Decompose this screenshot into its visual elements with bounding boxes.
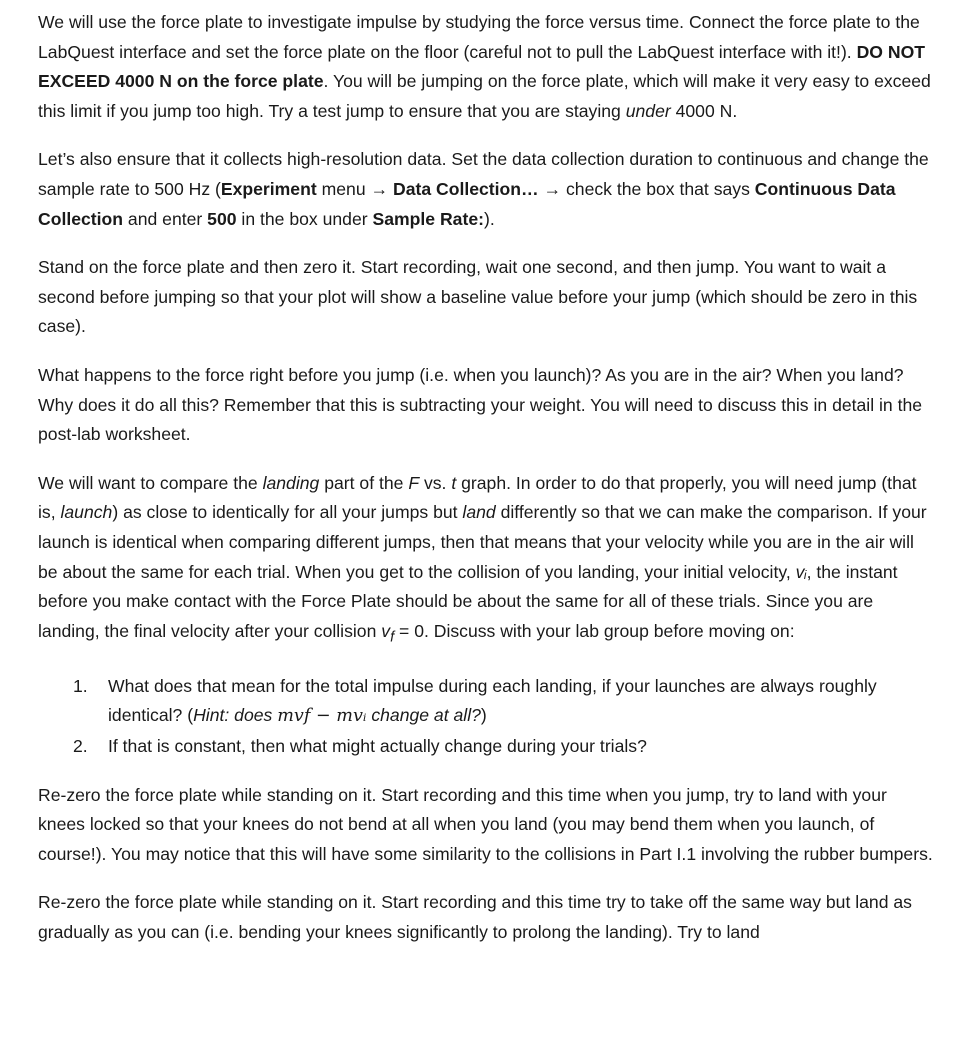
text: What does that mean for the total impulse during each landing, if your launches are always roughly identical? (: [108, 675, 877, 726]
text: ) as close to identically for all your jumps but: [112, 502, 463, 523]
italic-subscript: f: [390, 629, 395, 646]
italic-emphasis: under: [625, 100, 671, 121]
italic-hint: Hint: does: [193, 705, 278, 726]
italic-hint: change at all?: [366, 705, 481, 726]
text: graph. In order to do that properly, you will need jump (that is,: [38, 472, 917, 523]
paragraph-gradual-landing: [38, 888, 938, 947]
text: menu →: [316, 178, 393, 199]
text: , the instant before you make contact with the Force Plate should be about the same for all of these trials. Since you are landing, the final velocity after your collision: [38, 561, 898, 641]
italic-term: land: [462, 502, 496, 523]
list-number: 1.: [73, 675, 88, 696]
text: and enter: [123, 208, 208, 229]
text: Stand on the force plate and then zero it. Start recording, wait one second, and then jump. You want to wait a second before jumping so that your plot will show a baseline value before your jump (which should be zero in this case).: [38, 257, 918, 337]
text: We will want to compare the: [38, 472, 263, 493]
bold-menu-name: Experiment: [220, 178, 317, 199]
text: differently so that we can make the comparison. If your launch is identical when comparing different jumps, then that means that your velocity while you are in the air will be about the same for each trial. When you get to the collision of you landing, your initial velocity,: [38, 502, 927, 582]
paragraph-locked-knees: [38, 781, 938, 870]
document-page: [38, 8, 938, 967]
italic-variable: vᵢ: [795, 561, 807, 582]
text: part of the: [319, 472, 409, 493]
text: in the box under: [236, 208, 373, 229]
italic-variable: t: [451, 472, 457, 493]
italic-term: launch: [60, 502, 113, 523]
paragraph-landing-comparison: [38, 469, 938, 653]
text: ): [480, 705, 487, 726]
text: ).: [483, 208, 495, 229]
list-item: [73, 672, 938, 732]
paragraph-force-questions: [38, 361, 938, 450]
list-number: 2.: [73, 735, 88, 756]
text: → check the box that says: [538, 178, 755, 199]
paragraph-force-plate-intro: [38, 8, 938, 126]
text: We will use the force plate to investigate impulse by studying the force versus time. Connect the force plate to the LabQuest interface and set the force plate on the floor (careful not to pull the LabQuest interface with it!).: [38, 12, 920, 62]
text: 4000 N.: [670, 100, 738, 121]
bold-field-name: Sample Rate:: [372, 208, 484, 229]
paragraph-data-collection: [38, 145, 938, 234]
text: What happens to the force right before you jump (i.e. when you launch)? As you are in the air? When you land? Why does it do all this? Remember that this is subtracting your weight. You will need to discuss this in detail in the post-lab worksheet.: [38, 364, 923, 445]
bold-menu-item: Data Collection…: [392, 178, 539, 199]
italic-term: landing: [262, 472, 320, 493]
text: . You will be jumping on the force plate, which will make it very easy to exceed this limit if you jump too high. Try a test jump to ensure that you are staying: [38, 71, 931, 121]
italic-variable: v: [381, 620, 391, 641]
text: Let’s also ensure that it collects high-resolution data. Set the data collection duration to continuous and change the sample rate to 500 Hz (: [38, 149, 929, 199]
text: If that is constant, then what might actually change during your trials?: [108, 735, 647, 756]
question-list: [38, 672, 938, 762]
math-expression: mv𝑓 − mvᵢ: [277, 706, 367, 727]
text: Re-zero the force plate while standing on it. Start recording and this time when you jump, try to land with your knees locked so that your knees do not bend at all when you land (you may bend them when you launch, of course!). You may notice that this will have some similarity to the collisions in Part I.1 involving the rubber bumpers.: [38, 784, 933, 864]
bold-checkbox-name: Continuous Data Collection: [38, 178, 896, 229]
text: Re-zero the force plate while standing on it. Start recording and this time try to take off the same way but land as gradually as you can (i.e. bending your knees significantly to prolong the landing). Try to land: [38, 892, 912, 942]
text: = 0. Discuss with your lab group before moving on:: [394, 620, 795, 641]
italic-variable: F: [408, 472, 420, 493]
bold-warning: DO NOT EXCEED 4000 N on the force plate: [38, 41, 926, 92]
bold-value: 500: [207, 208, 237, 229]
text: vs.: [419, 472, 452, 493]
paragraph-zero-and-jump: [38, 253, 938, 342]
list-item: [73, 732, 938, 762]
